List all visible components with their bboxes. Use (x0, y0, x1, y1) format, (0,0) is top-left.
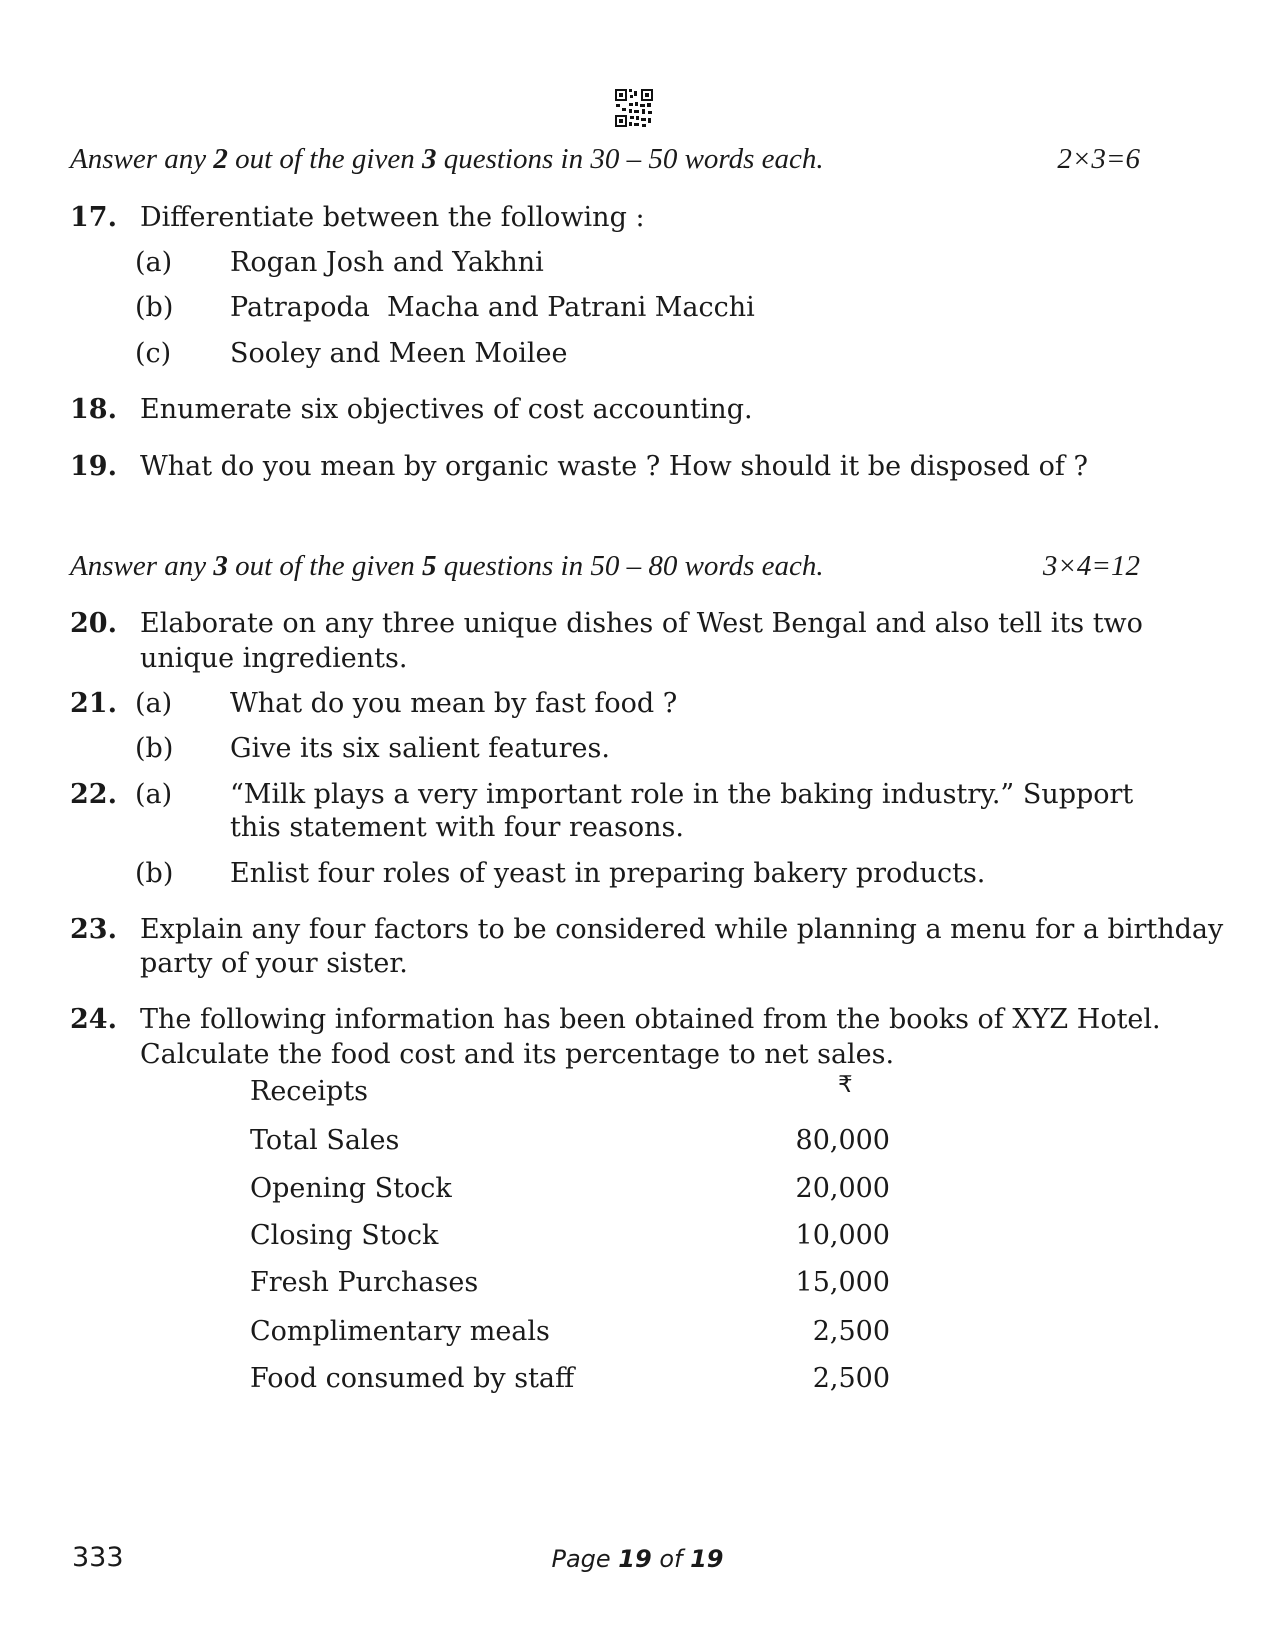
part-text: Sooley and Meen Moilee (230, 338, 568, 369)
part-label: (c) (135, 338, 172, 369)
part-text: Patrapoda Macha and Patrani Macchi (230, 292, 755, 323)
table-row-value: 2,500 (812, 1316, 890, 1347)
question-text: Calculate the food cost and its percentage to net sales. (140, 1039, 895, 1070)
part-label: (a) (135, 688, 173, 719)
question-text: What do you mean by organic waste ? How should it be disposed of ? (140, 451, 1088, 482)
table-row-label: Total Sales (250, 1125, 400, 1156)
part-label: (b) (135, 858, 174, 889)
table-header-label: Receipts (250, 1076, 369, 1107)
table-header-unit: ₹ (838, 1072, 853, 1098)
section-marks: 2×3=6 (1057, 143, 1140, 175)
table-row-label: Fresh Purchases (250, 1267, 479, 1298)
question-number: 24. (70, 1004, 117, 1035)
question-number: 21. (70, 688, 117, 719)
question-text: Differentiate between the following : (140, 202, 645, 233)
question-text: party of your sister. (140, 948, 408, 979)
table-row-label: Food consumed by staff (250, 1363, 575, 1394)
table-row-value: 20,000 (795, 1173, 890, 1204)
page-number: Page 19 of 19 (551, 1545, 724, 1573)
paper-code: 333 (72, 1542, 124, 1573)
table-row-label: Opening Stock (250, 1173, 452, 1204)
question-number: 20. (70, 608, 117, 639)
part-text: What do you mean by fast food ? (230, 688, 678, 719)
part-label: (a) (135, 247, 173, 278)
part-text: Give its six salient features. (230, 733, 610, 764)
part-label: (b) (135, 292, 174, 323)
question-number: 22. (70, 779, 117, 810)
question-text: Enumerate six objectives of cost accounting. (140, 394, 753, 425)
section-instruction: Answer any 2 out of the given 3 questions in 30 – 50 words each. (70, 143, 824, 175)
part-label: (a) (135, 779, 173, 810)
section-marks: 3×4=12 (1042, 550, 1140, 582)
question-text: Elaborate on any three unique dishes of West Bengal and also tell its two (140, 608, 1143, 639)
part-text: Rogan Josh and Yakhni (230, 247, 544, 278)
part-label: (b) (135, 733, 174, 764)
question-text: unique ingredients. (140, 643, 408, 674)
question-text: The following information has been obtained from the books of XYZ Hotel. (140, 1004, 1161, 1035)
table-row-value: 2,500 (812, 1363, 890, 1394)
question-number: 19. (70, 451, 117, 482)
table-row-value: 15,000 (795, 1267, 890, 1298)
question-text: Explain any four factors to be considered while planning a menu for a birthday (140, 914, 1224, 945)
question-number: 18. (70, 394, 117, 425)
part-text: “Milk plays a very important role in the baking industry.” Support (230, 779, 1134, 810)
question-number: 17. (70, 202, 117, 233)
table-row-label: Closing Stock (250, 1220, 439, 1251)
question-number: 23. (70, 914, 117, 945)
part-text: Enlist four roles of yeast in preparing bakery products. (230, 858, 986, 889)
section-instruction: Answer any 3 out of the given 5 questions in 50 – 80 words each. (70, 550, 824, 582)
table-row-label: Complimentary meals (250, 1316, 550, 1347)
table-row-value: 80,000 (795, 1125, 890, 1156)
part-text: this statement with four reasons. (230, 812, 684, 843)
qr-code-icon (614, 88, 654, 128)
table-row-value: 10,000 (795, 1220, 890, 1251)
